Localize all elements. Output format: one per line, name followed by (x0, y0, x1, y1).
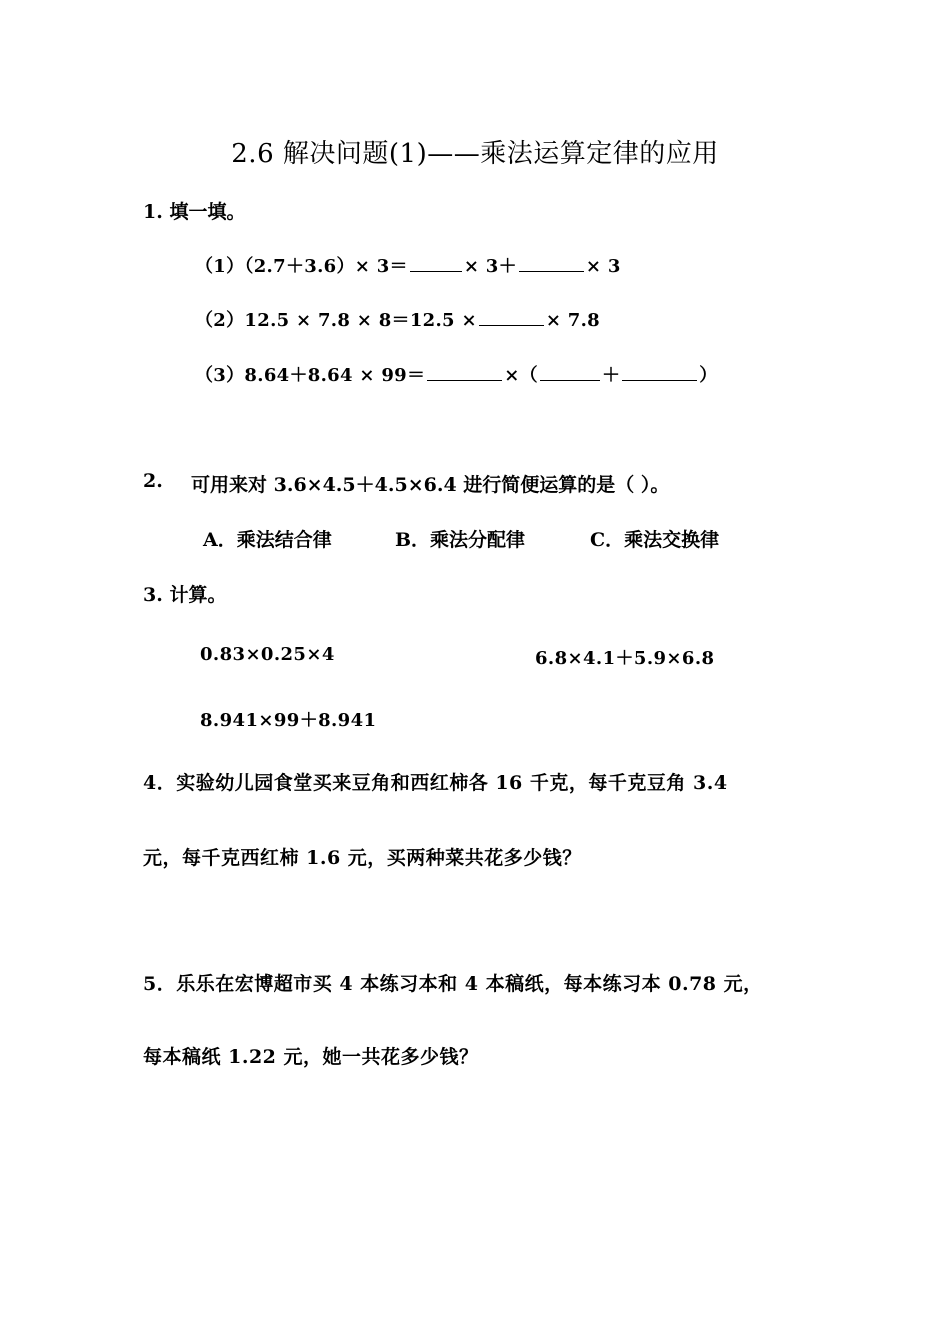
q1-item-1-text: （1）（2.7＋3.6）× 3＝ (195, 256, 408, 277)
answer-blank[interactable] (622, 379, 697, 381)
answer-blank[interactable] (519, 270, 584, 272)
q1-item-2-text: （2）12.5 × 7.8 × 8＝12.5 × (195, 310, 477, 331)
q3-expr-3: 8.941×99＋8.941 (200, 710, 377, 731)
q1-item-2 (195, 306, 600, 332)
answer-blank[interactable] (540, 379, 600, 381)
answer-blank[interactable] (410, 270, 462, 272)
q1-item-1 (195, 252, 621, 278)
q2-option-c[interactable]: C．乘法交换律 (590, 529, 720, 551)
q2-option-a[interactable]: A．乘法结合律 (203, 529, 332, 551)
q1-item-2-end: × 7.8 (545, 310, 600, 331)
q2-text: 可用来对 3.6×4.5＋4.5×6.4 进行简便运算的是（ ）。 (191, 474, 670, 496)
q3-expr-1: 0.83×0.25×4 (200, 644, 335, 665)
q2-option-b[interactable]: B．乘法分配律 (395, 529, 526, 551)
q1-item-3-plus: ＋ (601, 365, 621, 386)
q1-item-3-end: ） (699, 365, 718, 386)
q2-label: 2. (143, 470, 163, 492)
q1-item-3 (195, 361, 718, 387)
page-title: 2.6 解决问题(1)——乘法运算定律的应用 (231, 139, 719, 169)
q3-expr-2: 6.8×4.1＋5.9×6.8 (535, 648, 715, 669)
q1-item-3-text: （3）8.64＋8.64 × 99＝ (195, 365, 426, 386)
q5-line-1: 5．乐乐在宏博超市买 4 本练习本和 4 本稿纸，每本练习本 0.78 元， (143, 973, 763, 995)
answer-blank[interactable] (479, 324, 544, 326)
q1-item-1-end: × 3 (585, 256, 621, 277)
q5-line-2: 每本稿纸 1.22 元，她一共花多少钱？ (143, 1046, 479, 1068)
q1-item-3-mid: ×（ (504, 365, 538, 386)
q1-label: 1. 填一填。 (143, 201, 246, 223)
q3-label: 3. 计算。 (143, 584, 227, 606)
q4-line-1: 4．实验幼儿园食堂买来豆角和西红柿各 16 千克，每千克豆角 3.4 (143, 772, 728, 794)
answer-blank[interactable] (427, 379, 502, 381)
q1-item-1-mid: × 3＋ (463, 256, 517, 277)
q4-line-2: 元，每千克西红柿 1.6 元，买两种菜共花多少钱？ (143, 847, 582, 869)
